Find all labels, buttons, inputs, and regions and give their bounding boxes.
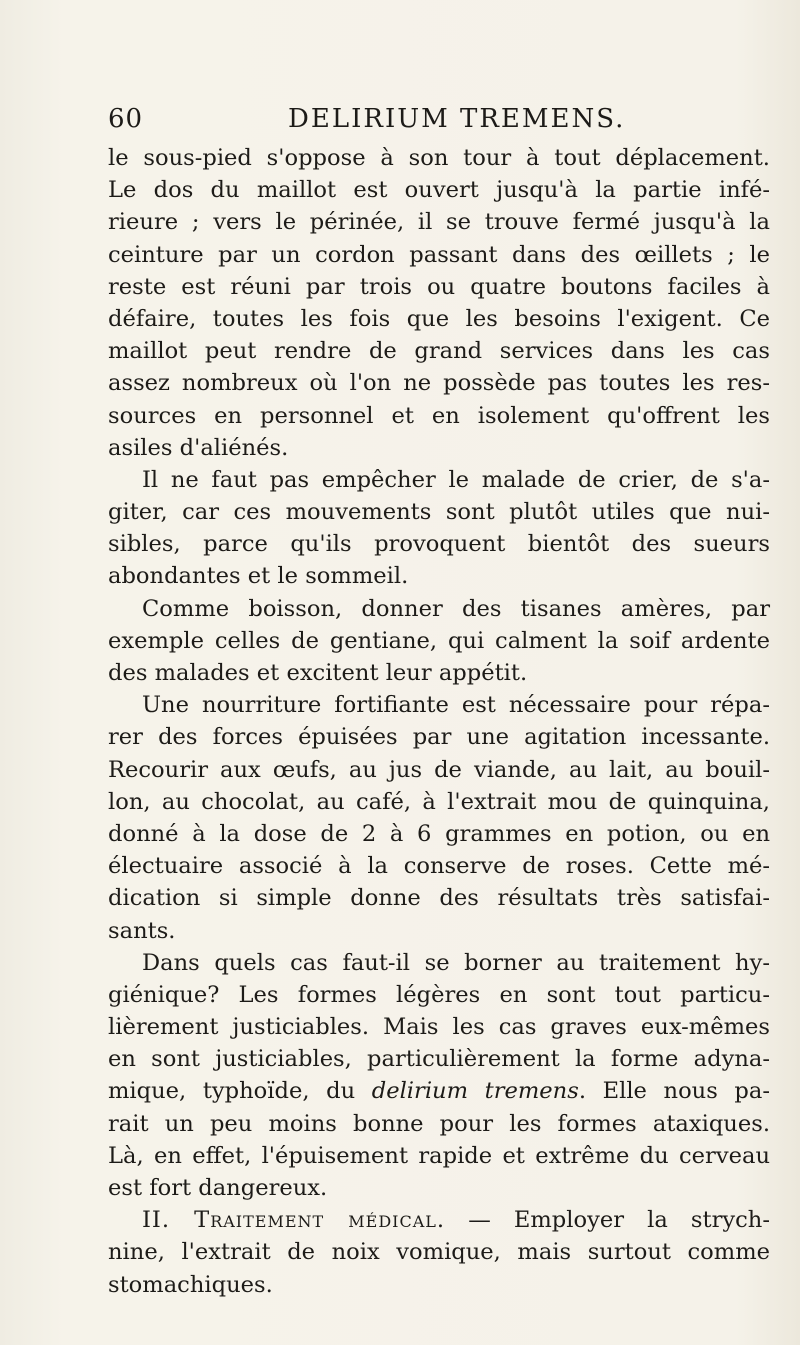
text-line: giter, car ces mouvements sont plutôt utiles que nui- [108,499,770,526]
text-line: Il ne faut pas empêcher le malade de crier, de s'a- [142,466,770,493]
text-line: électuaire associé à la conserve de roses. Cette mé- [108,853,770,880]
text-line-with-section [108,1204,770,1236]
text-line: en sont justiciables, particulièrement la forme adyna- [108,1046,770,1073]
text-line: Comme boisson, donner des tisanes amères, par [142,595,770,622]
text-line: Le dos du maillot est ouvert jusqu'à la partie infé- [108,177,770,204]
text-line: abondantes et le sommeil. [108,563,409,590]
text-line: assez nombreux où l'on ne possède pas toutes les res- [108,370,770,397]
text-line: Recourir aux œufs, au jus de viande, au lait, au bouil- [108,756,770,783]
text-line: Là, en effet, l'épuisement rapide et extrême du cerveau [108,1142,770,1169]
text-line: rieure ; vers le périnée, il se trouve fermé jusqu'à la [108,209,770,236]
text-line: rait un peu moins bonne pour les formes ataxiques. [108,1110,770,1137]
text-line: nine, l'extrait de noix vomique, mais surtout comme [108,1239,770,1266]
text-line: lon, au chocolat, au café, à l'extrait mou de quinquina, [108,788,770,815]
section-label: II. Traitement médical. [142,1207,446,1234]
text-line-with-italic [108,1075,770,1107]
text-line: sants. [108,917,176,944]
text-segment: — Employer la strych- [445,1207,770,1234]
text-line: donné à la dose de 2 à 6 grammes en potion, ou en [108,820,770,847]
text-line: Une nourriture fortifiante est nécessaire pour répa- [142,692,770,719]
running-title: DELIRIUM TREMENS. [288,104,626,134]
text-segment: . Elle nous pa- [578,1078,770,1105]
text-line: reste est réuni par trois ou quatre boutons faciles à [108,273,770,300]
text-line: lièrement justiciables. Mais les cas graves eux-mêmes [108,1014,770,1041]
text-line: dication si simple donne des résultats très satisfai- [108,885,770,912]
text-line: maillot peut rendre de grand services dans les cas [108,338,770,365]
text-line: sibles, parce qu'ils provoquent bientôt des sueurs [108,531,770,558]
running-head [108,104,768,138]
text-line: des malades et excitent leur appétit. [108,660,528,686]
text-line: est fort dangereux. [108,1175,328,1201]
text-line: asiles d'aliénés. [108,434,289,461]
page-number: 60 [108,104,144,134]
text-line: giénique? Les formes légères en sont tout particu- [108,981,770,1008]
text-line: stomachiques. [108,1271,273,1298]
text-line: le sous-pied s'oppose à son tour à tout déplacement. [108,145,770,171]
text-line: Dans quels cas faut-il se borner au traitement hy- [142,949,770,976]
body-text [108,142,770,1301]
text-line: ceinture par un cordon passant dans des œillets ; le [108,241,770,268]
text-segment: mique, typhoïde, du [108,1078,372,1105]
text-line: défaire, toutes les fois que les besoins l'exigent. Ce [108,305,770,332]
text-line: exemple celles de gentiane, qui calment la soif ardente [108,627,770,654]
text-line: rer des forces épuisées par une agitation incessante. [108,724,770,751]
text-line: sources en personnel et en isolement qu'offrent les [108,402,770,429]
italic-term: delirium tremens [371,1078,579,1105]
